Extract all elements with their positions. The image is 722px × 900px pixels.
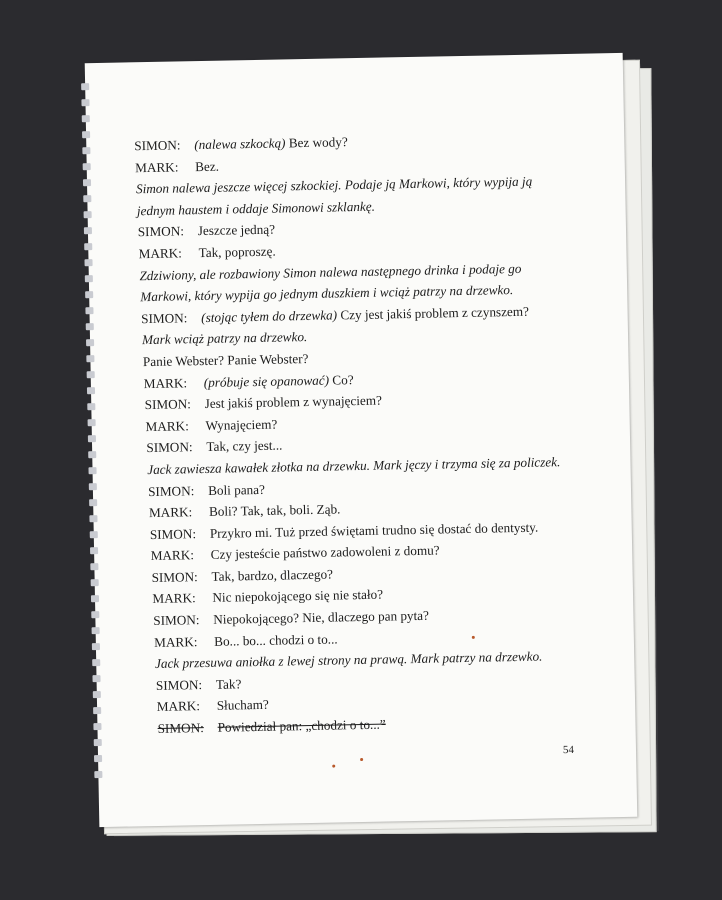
stage-direction-text: Mark wciąż patrzy na drzewko. — [141, 329, 308, 348]
dialogue-text: Nic niepokojącego się nie stało? — [212, 587, 384, 606]
speaker-name: MARK: — [156, 698, 201, 715]
binding-hole — [84, 259, 92, 266]
speaker-name: SIMON: — [144, 396, 191, 413]
binding-hole — [85, 275, 93, 282]
binding-hole — [89, 499, 97, 506]
speaker-name: MARK: — [152, 590, 196, 607]
binding-hole — [90, 531, 98, 538]
dialogue-text: Boli? Tak, tak, boli. Ząb. — [208, 501, 341, 520]
dialogue-text: Panie Webster? Panie Webster? — [142, 350, 309, 370]
speaker-name: SIMON: — [146, 439, 193, 456]
binding-hole — [84, 211, 92, 218]
speaker-name: SIMON: — [157, 720, 204, 736]
speaker-name: SIMON: — [141, 310, 188, 326]
binding-hole — [86, 355, 94, 362]
stage-direction-text: Markowi, który wypija go jednym duszkiem i wciąż patrzy na drzewko. — [140, 282, 514, 305]
speaker-name: SIMON: — [134, 137, 181, 154]
dialogue-text: Tak, bardzo, dlaczego? — [211, 566, 334, 584]
spiral-binding — [79, 83, 107, 803]
speaker-name: SIMON: — [151, 569, 198, 585]
speaker-name: MARK: — [143, 374, 188, 391]
binding-hole — [83, 195, 91, 202]
binding-hole — [94, 771, 102, 778]
dialogue-text: Boli pana? — [207, 481, 266, 498]
ink-dot — [360, 758, 363, 761]
dialogue-text: Niepokojącego? Nie, dlaczego pan pyta? — [213, 607, 430, 627]
binding-hole — [92, 643, 100, 650]
binding-hole — [87, 387, 95, 394]
speaker-name: MARK: — [138, 245, 183, 262]
binding-hole — [81, 99, 89, 106]
dialogue-text: Bez. — [195, 158, 220, 174]
speaker-name: SIMON: — [147, 482, 195, 499]
binding-hole — [88, 435, 96, 442]
dialogue-text: Powiedział pan: „chodzi o to...” — [217, 716, 386, 735]
binding-hole — [88, 451, 96, 458]
speaker-name: MARK: — [150, 547, 195, 564]
speaker-name: SIMON: — [155, 676, 203, 693]
speaker-name: MARK: — [148, 504, 193, 521]
binding-hole — [82, 147, 90, 154]
binding-hole — [83, 179, 91, 186]
binding-hole — [93, 707, 101, 714]
ink-dot — [472, 636, 475, 639]
stage-direction-text: Simon nalewa jeszcze więcej szkockiej. Podaje ją Markowi, który wypija ją — [135, 173, 533, 197]
binding-hole — [89, 483, 97, 490]
stage-direction-text: Jack przesuwa aniołka z lewej strony na prawą. Mark patrzy na drzewko. — [154, 648, 543, 672]
speaker-name: SIMON: — [137, 223, 185, 240]
binding-hole — [91, 595, 99, 602]
parenthetical-direction: (stojąc tyłem do drzewka) — [201, 307, 338, 325]
dialogue-text: Bez wody? — [285, 134, 348, 151]
binding-hole — [91, 579, 99, 586]
dialogue-text: Tak? — [215, 676, 242, 692]
binding-hole — [91, 611, 99, 618]
document-page — [85, 53, 638, 827]
speaker-name: SIMON: — [149, 525, 197, 542]
binding-hole — [81, 83, 89, 90]
speaker-name: MARK: — [135, 159, 179, 175]
stage-direction-text: Jack zawiesza kawałek złotka na drzewku. Mark jęczy i trzyma się za policzek. — [147, 454, 561, 478]
speaker-name: MARK: — [154, 633, 198, 650]
dialogue-text: Słucham? — [216, 697, 269, 714]
dialogue-text: Jeszcze jedną? — [197, 221, 276, 239]
dialogue-text: Przykro mi. Tuż przed świętami trudno się dostać do dentysty. — [209, 519, 539, 541]
stage-direction-text: Zdziwiony, ale rozbawiony Simon nalewa następnego drinka i podaje go — [139, 260, 522, 283]
binding-hole — [87, 403, 95, 410]
binding-hole — [92, 675, 100, 682]
binding-hole — [90, 563, 98, 570]
binding-hole — [84, 243, 92, 250]
binding-hole — [93, 723, 101, 730]
binding-hole — [85, 291, 93, 298]
binding-hole — [83, 163, 91, 170]
binding-hole — [82, 131, 90, 138]
ink-dot — [332, 765, 335, 768]
binding-hole — [85, 307, 93, 314]
binding-hole — [93, 691, 101, 698]
page-number: 54 — [562, 743, 575, 757]
binding-hole — [87, 371, 95, 378]
dialogue-text: Jest jakiś problem z wynajęciem? — [204, 392, 383, 412]
binding-hole — [89, 515, 97, 522]
script-text — [134, 130, 566, 743]
dialogue-text: Bo... bo... chodzi o to... — [214, 631, 338, 649]
dialogue-text: Co? — [328, 371, 354, 388]
binding-hole — [86, 339, 94, 346]
binding-hole — [90, 547, 98, 554]
stage-direction-text: jednym haustem i oddaje Simonowi szklankę. — [136, 198, 376, 219]
binding-hole — [88, 419, 96, 426]
dialogue-text: Tak, czy jest... — [206, 437, 283, 455]
parenthetical-direction: (próbuje się opanować) — [203, 372, 330, 390]
speaker-name: MARK: — [145, 418, 189, 434]
dialogue-text: Czy jest jakiś problem z czynszem? — [336, 303, 530, 323]
dialogue-text: Tak, poproszę. — [198, 243, 276, 261]
binding-hole — [92, 659, 100, 666]
binding-hole — [94, 739, 102, 746]
binding-hole — [86, 323, 94, 330]
binding-hole — [88, 467, 96, 474]
binding-hole — [94, 755, 102, 762]
dialogue-text: Wynajęciem? — [205, 416, 278, 433]
dialogue-text: Czy jesteście państwo zadowoleni z domu? — [210, 542, 440, 563]
binding-hole — [92, 627, 100, 634]
speaker-name: SIMON: — [153, 612, 200, 629]
parenthetical-direction: (nalewa szkocką) — [194, 135, 286, 153]
binding-hole — [84, 227, 92, 234]
binding-hole — [82, 115, 90, 122]
